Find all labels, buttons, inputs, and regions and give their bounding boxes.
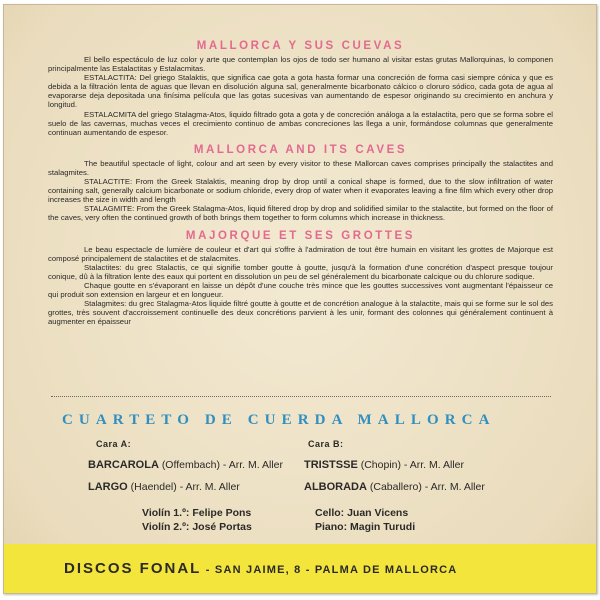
paragraph: STALAGMITE: From the Greek Stalagma-Atos, liquid filtered drop by drop and solidified similar to the stalactite, but formed on the floor of the caves, very often the continued growth of both brings them together to form columns which increase in thickness. xyxy=(48,204,553,223)
paragraph: ESTALACMITA del griego Stalagma-Atos, liquido filtrado gota a gota y de concreción análoga a la estalactita, pero que se forma sobre el suelo de las cavernas, muchas veces el crecimiento continuo de ambas concreciones las llega a unir, formándose columnas que generalmente continuan aumentando de espesor. xyxy=(48,109,553,137)
section-spanish xyxy=(48,39,553,137)
track-title: TRISTSSE xyxy=(304,459,358,471)
track-arranger: - Arr. M. Aller xyxy=(424,481,485,493)
paragraph: Le beau espectacle de lumière de couleur et d'art qui s'offre à l'admiration de tout être humain en visitant les grottes de Majorque est composé principalement de stalactites et de stalacmites. xyxy=(48,244,553,263)
side-b-track-1 xyxy=(304,459,464,471)
section-title-spanish: MALLORCA Y SUS CUEVAS xyxy=(196,40,405,52)
paragraph: Chaque goutte en s'évaporant en laisse un dépôt d'une couche très mince que les gouttes successives vont augmentant l'épaisseur ce qui produit son extension en largeur et en longueur. xyxy=(48,280,553,299)
track-composer: (Caballero) xyxy=(369,481,422,493)
side-b-label: Cara B: xyxy=(308,439,344,449)
paragraph: ESTALACTITA: Del griego Stalaktis, que significa cae gota a gota hasta formar una concreción de forma casi siempre cónica y que es debida a la filtración lenta de aguas que llevan en disolución alguna sal, generalmente bicarbonato cálcico o cloruro sódico, cada gota de agua al evaporarse deja depositada una finísima película que las gotas sucesivas van aumentando de espesor originando su crecimiento en anchura y longitud. xyxy=(48,73,553,110)
track-title: BARCAROLA xyxy=(88,459,159,471)
side-a-track-2 xyxy=(88,481,240,493)
brand-name: DISCOS FONAL xyxy=(64,560,202,577)
paragraph: Stalagmites: du grec Stalagma-Atos liquide filtré goutte à goutte et de concrétion analogue à la stalactite, mais qui se forme sur le sol des grottes, très souvent d'accroissement continuelle des deux concrétions parvient à les unir, formant des colonnes qui généralement continuent à augmenter en épaisseur xyxy=(48,299,553,327)
track-title: ALBORADA xyxy=(304,481,367,493)
brand-address: - SAN JAIME, 8 - PALMA DE MALLORCA xyxy=(205,564,458,576)
track-arranger: - Arr. M. Aller xyxy=(222,459,283,471)
track-composer: (Offembach) xyxy=(161,459,220,471)
paragraph: STALACTITE: From the Greek Stalaktis, meaning drop by drop until a conical shape is formed, due to the slow infiltration of water containing salt, generally calcium bicarbonate or sodium chloride, every drop of water when it evaporates leaving a fine film which every other drop increases the size in width and length xyxy=(48,177,553,205)
performer-violin-1: Violín 1.º: Felipe Pons xyxy=(142,507,252,519)
section-english xyxy=(48,143,553,223)
section-title-french: MAJORQUE ET SES GROTTES xyxy=(185,229,416,242)
side-b-track-2 xyxy=(304,481,485,493)
paragraph: El bello espectáculo de luz color y arte que contemplan los ojos de todo ser humano al visitar estas grutas Mallorquinas, lo componen principalmente las Estalactitas y Estalacmitas. xyxy=(48,55,553,74)
record-sleeve xyxy=(3,4,597,594)
section-title-english: MALLORCA AND ITS CAVES xyxy=(193,143,408,156)
track-composer: (Chopin) xyxy=(360,459,401,471)
track-composer: (Haendel) xyxy=(130,481,177,493)
footer-label xyxy=(64,560,457,578)
paragraph: The beautiful spectacle of light, colour and art seen by every visitor to these Mallorcan caves comprises principally the stalactites and stalagmites. xyxy=(48,158,553,177)
paragraph: Stalactites: du grec Stalactis, ce qui signifie tomber goutte à goutte, jusqu'à la formation d'une concrétion d'aspect presque toujour conique, dû à la filtration lente des eaux qui portent en dissolution un peu de sel généralement du bicarbonate calcique ou du chlorure sodique. xyxy=(48,262,553,281)
quartet-title: CUARTETO DE CUERDA MALLORCA xyxy=(62,412,496,428)
track-title: LARGO xyxy=(88,481,128,493)
track-arranger: - Arr. M. Aller xyxy=(179,481,240,493)
performer-violin-2: Violín 2.º: José Portas xyxy=(142,521,252,533)
performer-cello: Cello: Juan Vicens xyxy=(315,507,409,519)
liner-notes xyxy=(48,39,553,395)
side-a-label: Cara A: xyxy=(96,439,132,449)
performer-piano: Piano: Magin Turudi xyxy=(315,521,416,533)
dotted-divider xyxy=(51,396,551,397)
side-a-track-1 xyxy=(88,459,283,471)
track-arranger: - Arr. M. Aller xyxy=(403,459,465,471)
section-french xyxy=(48,229,553,327)
